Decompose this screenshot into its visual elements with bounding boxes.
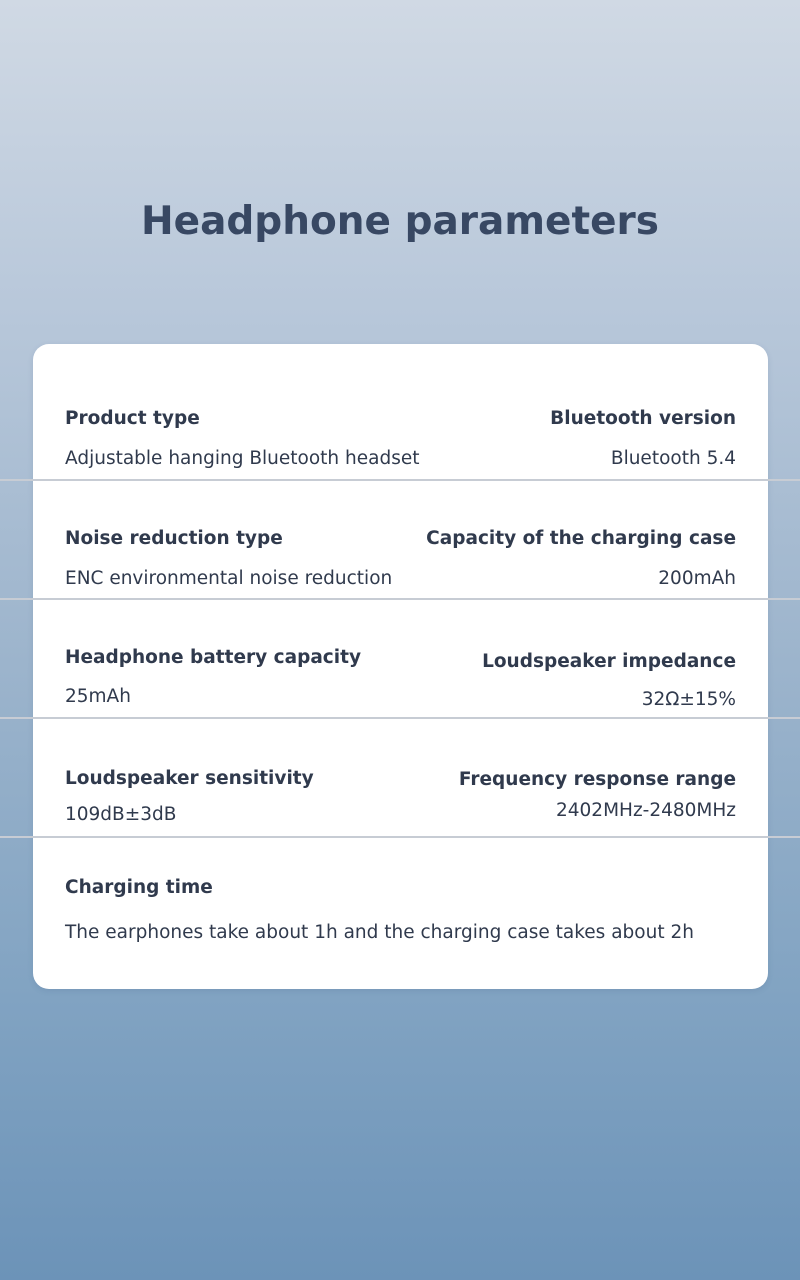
noise-reduction-type-label: Noise reduction type [65, 528, 283, 549]
spec-row-battery [33, 583, 768, 710]
product-type-value: Adjustable hanging Bluetooth headset [65, 448, 420, 469]
parameters-card [33, 344, 768, 989]
spec-row-product-type [33, 344, 768, 469]
charging-case-capacity-value: 200mAh [658, 568, 736, 589]
bluetooth-version-value: Bluetooth 5.4 [610, 448, 736, 469]
spec-row-noise-reduction [33, 464, 768, 589]
spec-row-sensitivity [33, 702, 768, 825]
page-title: Headphone parameters [140, 199, 659, 244]
spec-row-charging-time [33, 821, 768, 943]
product-type-label: Product type [65, 408, 200, 429]
charging-time-label: Charging time [65, 877, 213, 898]
loudspeaker-impedance-label: Loudspeaker impedance [482, 651, 736, 672]
frequency-response-range-label: Frequency response range [458, 769, 736, 790]
noise-reduction-type-value: ENC environmental noise reduction [65, 568, 393, 589]
bluetooth-version-label: Bluetooth version [550, 408, 736, 429]
headphone-battery-capacity-label: Headphone battery capacity [65, 647, 362, 668]
charging-time-value: The earphones take about 1h and the charging case takes about 2h [65, 922, 694, 943]
headphone-battery-capacity-value: 25mAh [65, 686, 131, 707]
frequency-response-range-value: 2402MHz-2480MHz [555, 800, 736, 821]
loudspeaker-sensitivity-label: Loudspeaker sensitivity [65, 768, 314, 789]
charging-case-capacity-label: Capacity of the charging case [426, 528, 736, 549]
loudspeaker-impedance-value: 32Ω±15% [641, 689, 736, 710]
loudspeaker-sensitivity-value: 109dB±3dB [65, 804, 177, 825]
